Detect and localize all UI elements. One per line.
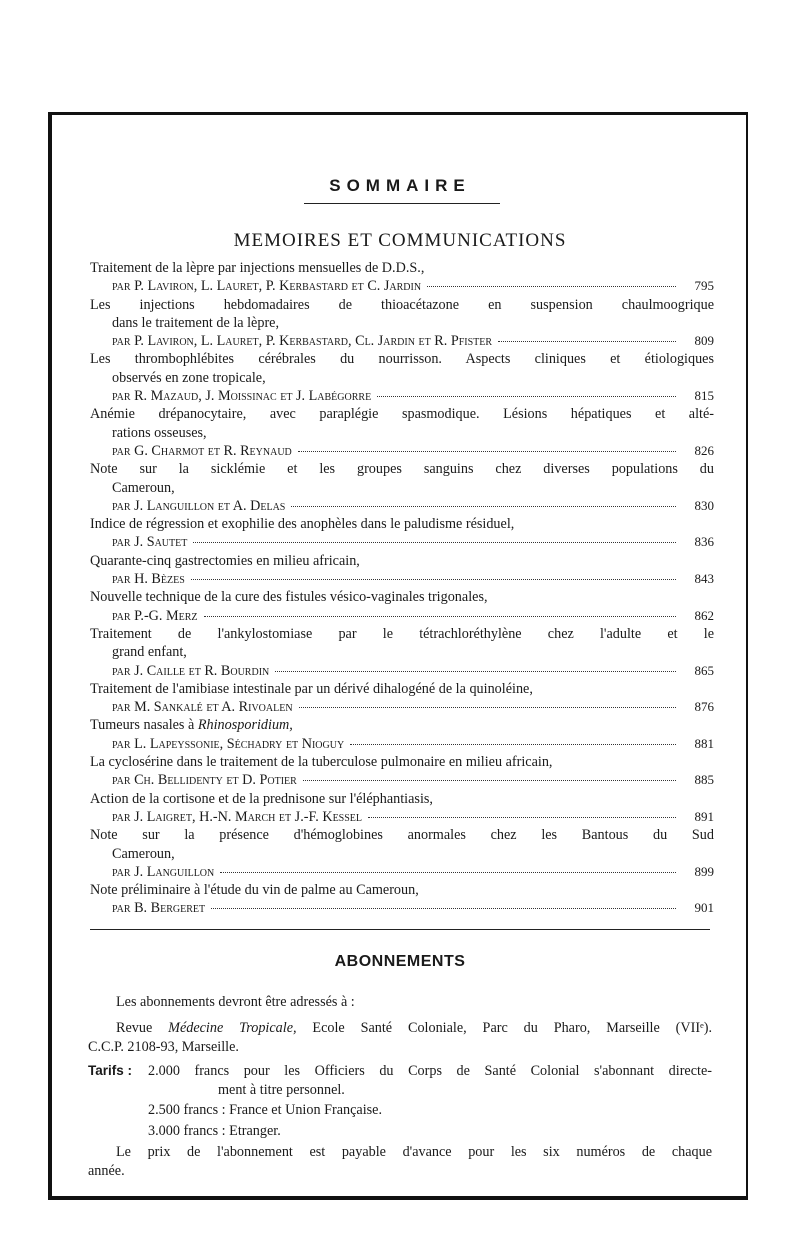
entry-title-line: La cyclosérine dans le traitement de la tuberculose pulmonaire en milieu africain, [90, 754, 553, 771]
entry-page-number: 815 [694, 388, 714, 404]
payment-line-1: Le prix de l'abonnement est payable d'avance pour les six numéros de chaque [116, 1144, 712, 1160]
entry-page-number: 899 [694, 863, 714, 879]
entry-author-line [90, 570, 714, 588]
entry-authors: par G. Charmot et R. Reynaud [112, 442, 292, 459]
dot-leader [498, 341, 676, 342]
entry-page-number: 876 [694, 699, 714, 715]
dot-leader [211, 908, 676, 909]
dot-leader [204, 616, 676, 617]
toc-entry [90, 753, 714, 790]
tarif-1: 2.000 francs pour les Officiers du Corps de Santé Colonial s'abonnant directe- [148, 1063, 712, 1079]
toc-entry [90, 680, 714, 717]
entry-page-number: 843 [694, 571, 714, 587]
dot-leader [427, 286, 676, 287]
toc-entry [90, 881, 714, 918]
tarifs-block [88, 1062, 712, 1140]
entry-author-line [90, 698, 714, 716]
dot-leader [193, 542, 676, 543]
toc-entry [90, 552, 714, 589]
revue-prefix: Revue [116, 1020, 169, 1036]
dot-leader [350, 744, 676, 745]
entry-author-line [90, 607, 714, 625]
dot-leader [275, 671, 676, 672]
section-title: MEMOIRES ET COMMUNICATIONS [233, 230, 567, 251]
entry-authors: par R. Mazaud, J. Moissinac et J. Labégorre [112, 388, 372, 405]
entry-author-line [90, 808, 714, 826]
toc-entry [90, 588, 714, 625]
entry-title-line: Indice de régression et exophilie des anophèles dans le paludisme résiduel, [90, 516, 515, 533]
entry-authors: par M. Sankalé et A. Rivoalen [112, 699, 293, 716]
section-divider [90, 929, 710, 930]
entry-title-prefix: Tumeurs nasales à [90, 717, 198, 734]
revue-address: Ecole Santé Coloniale, Parc du Pharo, Marseille (VIIᵉ). [296, 1020, 712, 1036]
entry-title-line: Nouvelle technique de la cure des fistules vésico-vaginales trigonales, [90, 589, 488, 606]
toc-entry [90, 460, 714, 515]
entry-title-line: Note sur la présence d'hémoglobines anormales chez les Bantous du Sud [90, 827, 714, 844]
tarif-2: 2.500 francs : France et Union Française. [148, 1102, 383, 1118]
entry-page-number: 891 [694, 808, 714, 824]
entry-page-number: 795 [694, 278, 714, 294]
entry-authors: par J. Languillon et A. Delas [112, 497, 286, 514]
entry-page-number: 826 [694, 442, 714, 458]
payment-note [88, 1143, 712, 1180]
entry-author-line [90, 497, 714, 515]
abonnements-address [88, 1019, 712, 1056]
entry-title-line: Anémie drépanocytaire, avec paraplégie spasmodique. Lésions hépatiques et alté- [90, 406, 714, 423]
entry-page-number: 836 [694, 534, 714, 550]
dot-leader [291, 506, 676, 507]
entry-title-line: Les injections hebdomadaires de thioacétazone en suspension chaulmoogrique [90, 296, 714, 313]
entry-authors: par P. Laviron, L. Lauret, P. Kerbastard et C. Jardin [112, 278, 422, 295]
entry-title-line: Action de la cortisone et de la prednisone sur l'éléphantiasis, [90, 790, 433, 807]
entry-author-line [90, 863, 714, 881]
entry-author-line [90, 442, 714, 460]
entry-title-line: dans le traitement de la lèpre, [112, 314, 280, 331]
dot-leader [191, 579, 676, 580]
toc-entry [90, 405, 714, 460]
entry-authors: par J. Sautet [112, 534, 188, 551]
tarif-1-cont: ment à titre personnel. [218, 1081, 345, 1098]
dot-leader [298, 451, 676, 452]
entry-authors: par J. Languillon [112, 863, 215, 880]
revue-name: Médecine Tropicale, [168, 1020, 297, 1036]
entry-author-line [90, 533, 714, 551]
entry-title-line: Cameroun, [112, 479, 175, 496]
toc-entry [90, 515, 714, 552]
entry-title-line: Note sur la sicklémie et les groupes sanguins chez diverses populations du [90, 461, 714, 478]
toc-entry [90, 826, 714, 881]
entry-authors: par J. Laigret, H.-N. March et J.-F. Kessel [112, 808, 363, 825]
entry-title-line: Les thrombophlébites cérébrales du nourrisson. Aspects cliniques et étiologiques [90, 351, 714, 368]
payment-line-2: année. [88, 1162, 125, 1179]
dot-leader [299, 707, 676, 708]
entry-title-line [90, 716, 714, 734]
entry-authors: par H. Bèzes [112, 571, 185, 588]
entry-title-line: observés en zone tropicale, [112, 369, 266, 386]
title-underline [304, 203, 500, 204]
entry-author-line [90, 899, 714, 917]
entry-authors: par P.-G. Merz [112, 607, 198, 624]
entry-page-number: 881 [694, 735, 714, 751]
entry-title-line: grand enfant, [112, 644, 187, 661]
dot-leader [220, 872, 676, 873]
entry-title-line: Traitement de l'ankylostomiase par le tétrachloréthylène chez l'adulte et le [90, 625, 714, 642]
entry-title-line: Cameroun, [112, 845, 175, 862]
entry-page-number: 865 [694, 662, 714, 678]
entry-page-number: 809 [694, 333, 714, 349]
table-of-contents [90, 259, 714, 918]
toc-entry [90, 296, 714, 351]
entry-author-line [90, 332, 714, 350]
entry-author-line [90, 662, 714, 680]
entry-authors: par L. Lapeyssonie, Séchadry et Nioguy [112, 735, 345, 752]
entry-authors: par B. Bergeret [112, 900, 206, 917]
page-title: SOMMAIRE [329, 176, 471, 195]
entry-title-line: Quarante-cinq gastrectomies en milieu africain, [90, 552, 360, 569]
entry-author-line [90, 735, 714, 753]
entry-authors: par Ch. Bellidenty et D. Potier [112, 772, 297, 789]
entry-title-italic: Rhinosporidium, [197, 717, 293, 734]
abonnements-title: ABONNEMENTS [334, 953, 466, 970]
tarifs-label: Tarifs : [88, 1063, 133, 1078]
dot-leader [377, 396, 676, 397]
dot-leader [368, 817, 676, 818]
toc-entry [90, 625, 714, 680]
dot-leader [303, 780, 676, 781]
toc-entry [90, 716, 714, 753]
entry-page-number: 830 [694, 497, 714, 513]
entry-authors: par P. Laviron, L. Lauret, P. Kerbastard, Cl. Jardin et R. Pfister [112, 333, 493, 350]
entry-author-line [90, 771, 714, 789]
entry-title-line: rations osseuses, [112, 424, 207, 441]
toc-entry [90, 790, 714, 827]
entry-title-line: Traitement de la lèpre par injections mensuelles de D.D.S., [90, 260, 425, 276]
entry-title-line: Note préliminaire à l'étude du vin de palme au Cameroun, [90, 882, 419, 899]
entry-page-number: 901 [694, 900, 714, 916]
entry-authors: par J. Caille et R. Bourdin [112, 662, 270, 679]
entry-title-line: Traitement de l'amibiase intestinale par un dérivé dihalogéné de la quinoléine, [90, 680, 533, 697]
toc-entry [90, 259, 714, 296]
entry-page-number: 862 [694, 607, 714, 623]
ccp-line: C.C.P. 2108-93, Marseille. [88, 1038, 239, 1055]
toc-entry [90, 350, 714, 405]
entry-author-line [90, 277, 714, 295]
tarif-3: 3.000 francs : Etranger. [148, 1122, 281, 1139]
entry-page-number: 885 [694, 772, 714, 788]
abonnements-intro: Les abonnements devront être adressés à : [116, 994, 355, 1010]
entry-author-line [90, 387, 714, 405]
